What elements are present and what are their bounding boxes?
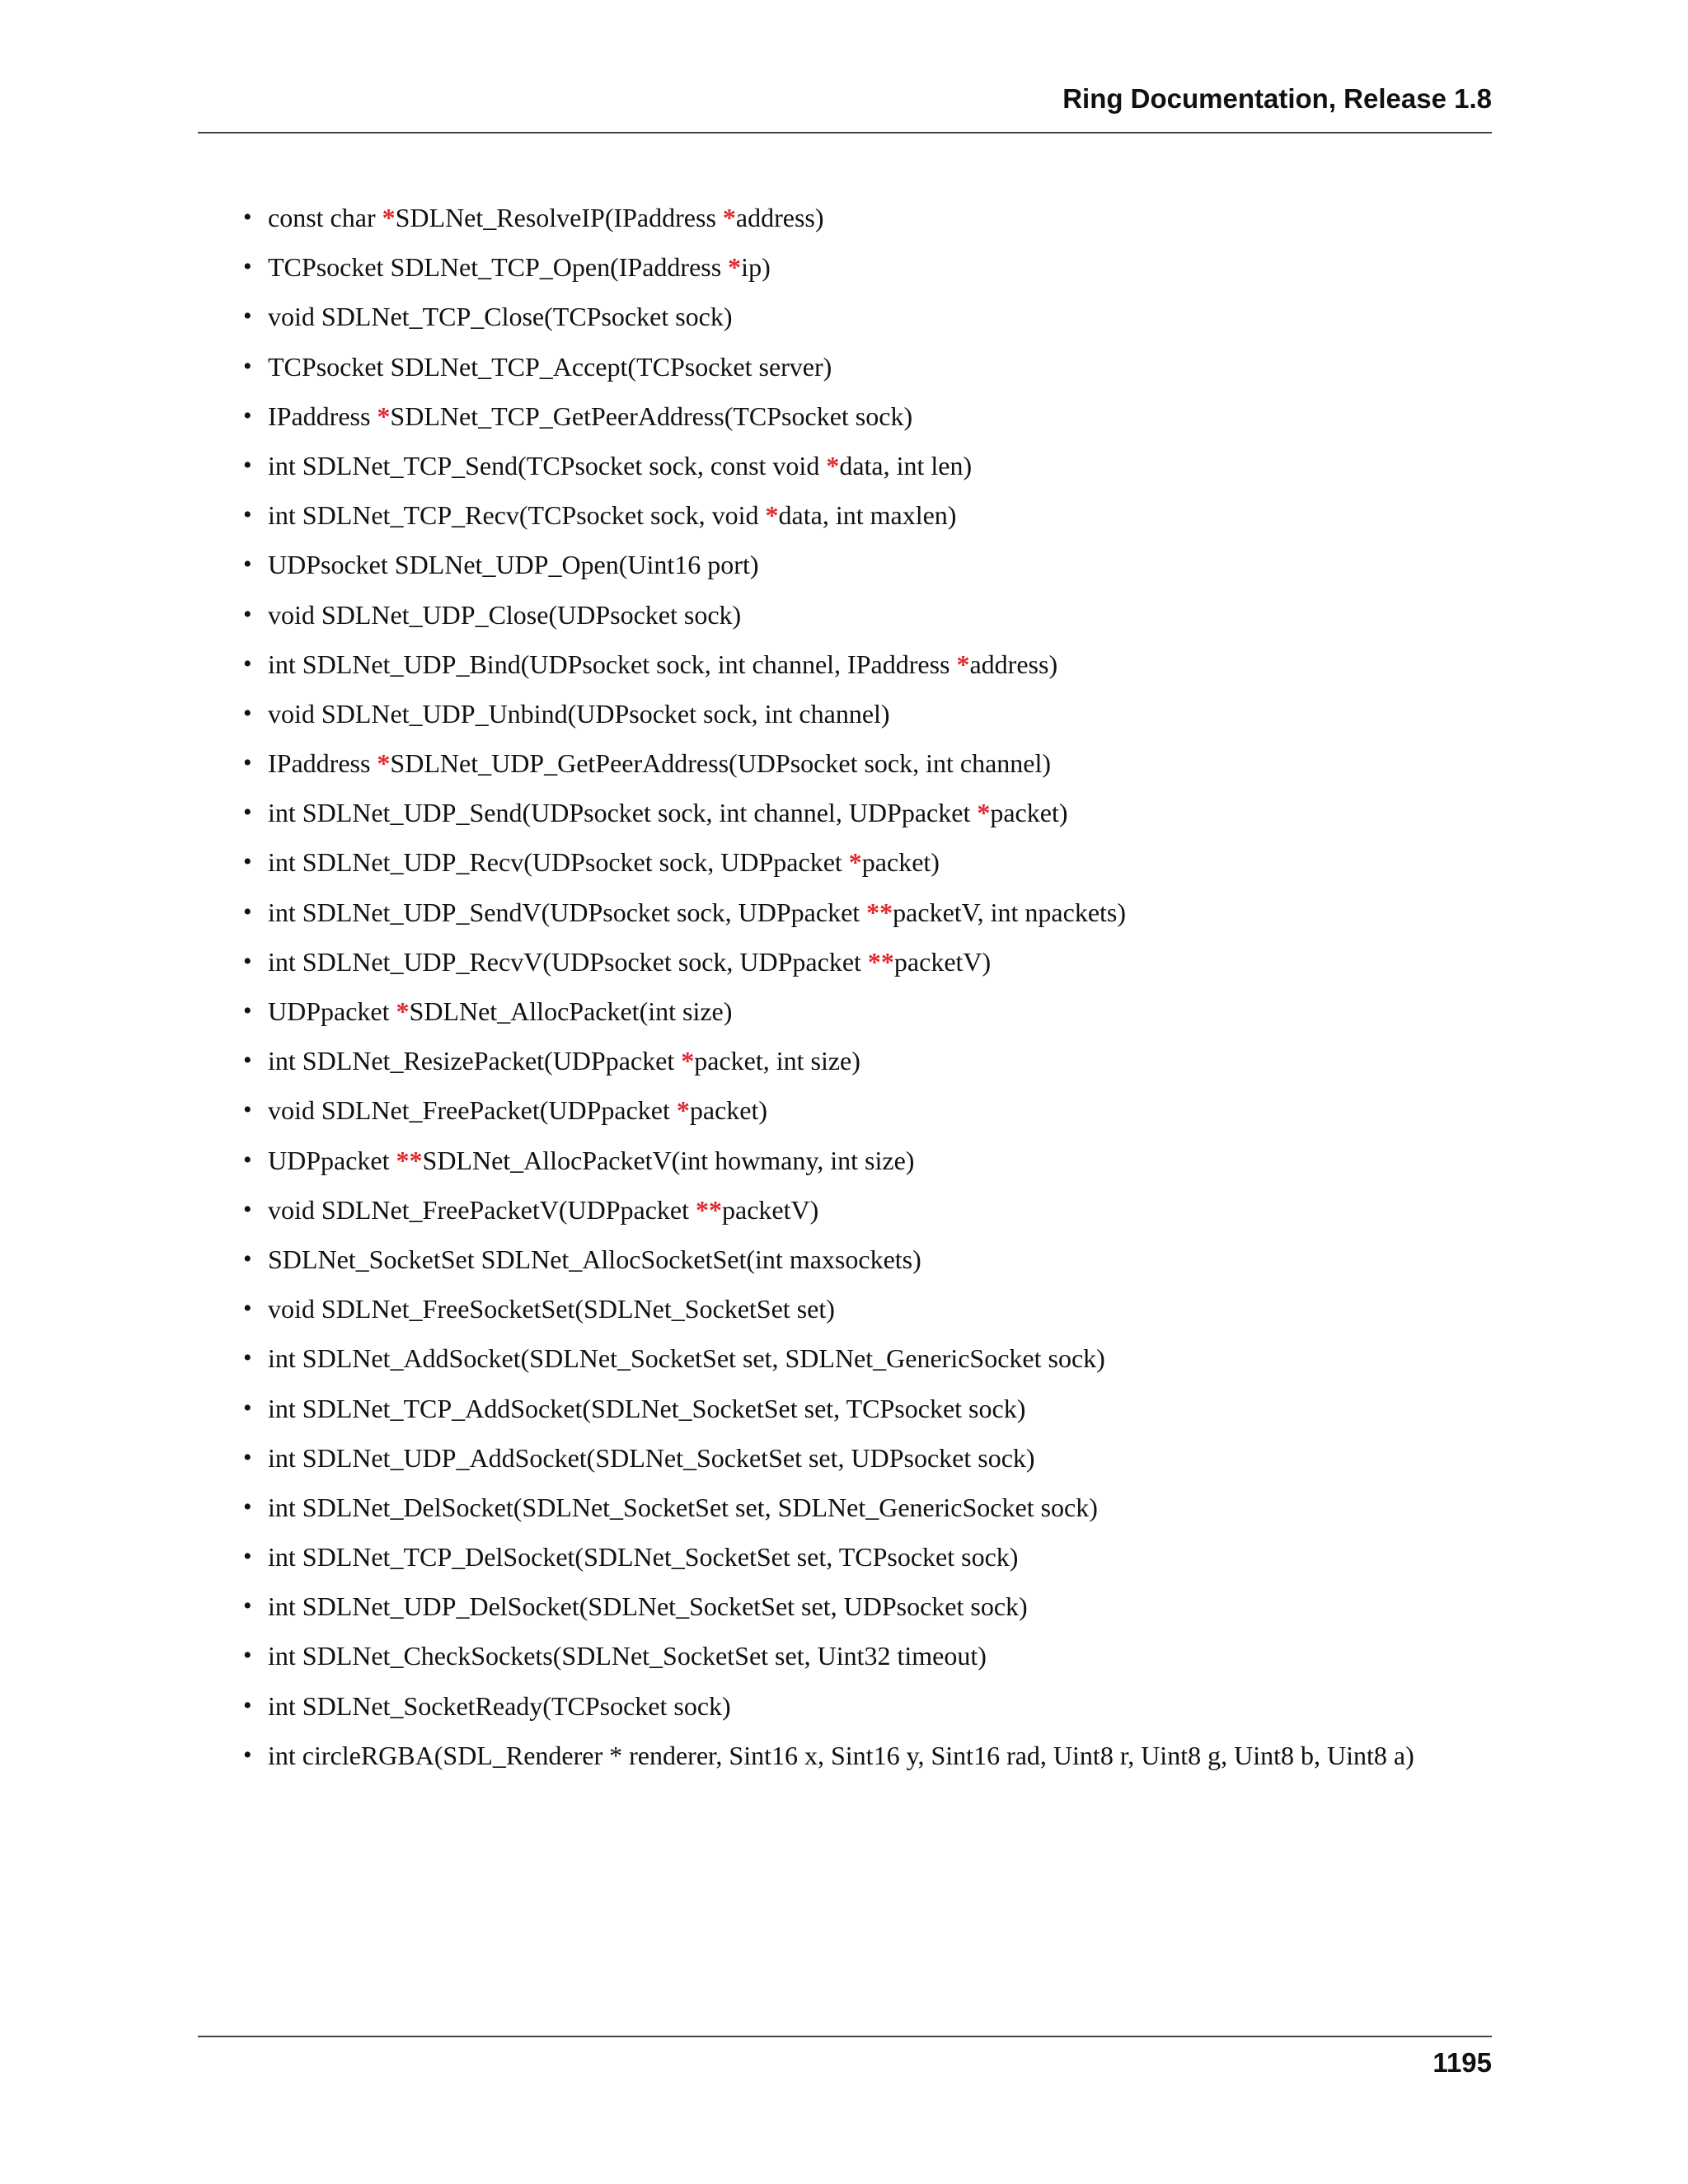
signature-text: SDLNet_ResolveIP(IPaddress [395, 203, 723, 232]
list-item [243, 1289, 1414, 1338]
signature-text: int SDLNet_TCP_DelSocket(SDLNet_SocketSet set, TCPsocket sock) [268, 1542, 1019, 1572]
list-item [243, 1438, 1414, 1488]
signature-text: const char [268, 203, 382, 232]
signature-text: void SDLNet_FreePacketV(UDPpacket [268, 1194, 696, 1225]
bullet-icon: • [243, 600, 252, 628]
pointer-star: ** [867, 946, 894, 977]
pointer-star: * [681, 1046, 695, 1076]
bullet-icon: • [243, 1195, 252, 1223]
bullet-icon: • [243, 1592, 252, 1620]
signature-text: void SDLNet_TCP_Close(TCPsocket sock) [268, 302, 733, 332]
pointer-star: * [396, 996, 410, 1026]
bullet-icon: • [243, 1295, 252, 1323]
list-item [243, 644, 1414, 694]
list-item [243, 1686, 1414, 1736]
signature-text: int SDLNet_UDP_Recv(UDPsocket sock, UDPpacket [268, 847, 849, 878]
bullet-icon: • [243, 1047, 252, 1075]
pointer-star: * [722, 203, 736, 232]
signature-text: data, int len) [839, 450, 973, 480]
signature-text: void SDLNet_FreeSocketSet(SDLNet_SocketSet set) [268, 1294, 835, 1324]
pointer-star: * [848, 847, 862, 878]
page-number: 1195 [1432, 2047, 1492, 2078]
bullet-icon: • [243, 799, 252, 827]
signature-text: void SDLNet_UDP_Unbind(UDPsocket sock, int channel) [268, 698, 890, 729]
list-item [243, 198, 1414, 247]
list-item [243, 1338, 1414, 1388]
bullet-icon: • [243, 947, 252, 975]
signature-text: SDLNet_TCP_GetPeerAddress(TCPsocket sock) [390, 401, 913, 431]
signature-text: address) [735, 203, 824, 232]
list-item [243, 743, 1414, 793]
signature-text: UDPpacket [268, 996, 396, 1026]
document-title: Ring Documentation, Release 1.8 [1062, 83, 1492, 114]
pointer-star: * [728, 252, 742, 283]
signature-text: SDLNet_AllocPacketV(int howmany, int size) [422, 1145, 915, 1175]
list-item [243, 595, 1414, 644]
page-header [198, 83, 1492, 134]
list-item [243, 1488, 1414, 1537]
bullet-icon: • [243, 848, 252, 876]
list-item [243, 247, 1414, 297]
list-item [243, 396, 1414, 446]
bullet-icon: • [243, 451, 252, 479]
signature-text: packet, int size) [694, 1046, 860, 1076]
bullet-icon: • [243, 401, 252, 429]
list-item [243, 545, 1414, 594]
bullet-icon: • [243, 699, 252, 727]
list-item [243, 1041, 1414, 1090]
bullet-icon: • [243, 1642, 252, 1670]
bullet-icon: • [243, 1443, 252, 1471]
list-item [243, 1240, 1414, 1289]
list-item [243, 991, 1414, 1041]
bullet-icon: • [243, 253, 252, 281]
list-item [243, 1586, 1414, 1636]
signature-text: int SDLNet_UDP_RecvV(UDPsocket sock, UDPpacket [268, 946, 868, 977]
bullet-icon: • [243, 997, 252, 1024]
bullet-icon: • [243, 1394, 252, 1422]
signature-text: int SDLNet_UDP_DelSocket(SDLNet_SocketSet set, UDPsocket sock) [268, 1591, 1028, 1622]
signature-text: int SDLNet_TCP_AddSocket(SDLNet_SocketSet set, TCPsocket sock) [268, 1393, 1026, 1423]
list-item [243, 1736, 1414, 1785]
pointer-star: * [377, 401, 391, 431]
signature-text: int SDLNet_SocketReady(TCPsocket sock) [268, 1690, 731, 1721]
bullet-icon: • [243, 749, 252, 777]
bullet-icon: • [243, 1096, 252, 1124]
list-item [243, 1537, 1414, 1586]
bullet-icon: • [243, 1146, 252, 1174]
pointer-star: ** [866, 897, 893, 927]
signature-text: int SDLNet_AddSocket(SDLNet_SocketSet set, SDLNet_GenericSocket sock) [268, 1343, 1105, 1374]
list-item [243, 893, 1414, 942]
bullet-icon: • [243, 302, 252, 330]
signature-text: UDPpacket [268, 1145, 396, 1175]
signature-text: int SDLNet_TCP_Recv(TCPsocket sock, void [268, 500, 766, 531]
signature-text: IPaddress [268, 748, 377, 779]
list-item [243, 793, 1414, 842]
signature-text: packet) [990, 798, 1068, 828]
signature-text: SDLNet_SocketSet SDLNet_AllocSocketSet(int maxsockets) [268, 1244, 921, 1274]
bullet-icon: • [243, 352, 252, 380]
pointer-star: * [676, 1095, 690, 1126]
signature-text: TCPsocket SDLNet_TCP_Accept(TCPsocket server) [268, 351, 832, 382]
signature-text: int SDLNet_UDP_Send(UDPsocket sock, int channel, UDPpacket [268, 798, 978, 828]
pointer-star: ** [396, 1145, 423, 1175]
pointer-star: * [377, 748, 391, 779]
list-item [243, 1190, 1414, 1240]
pointer-star: * [977, 798, 991, 828]
bullet-icon: • [243, 1691, 252, 1719]
signature-text: packetV) [893, 946, 992, 977]
signature-text: data, int maxlen) [778, 500, 957, 531]
signature-text: packetV) [721, 1194, 819, 1225]
list-item [243, 446, 1414, 495]
list-item [243, 842, 1414, 892]
signature-text: UDPsocket SDLNet_UDP_Open(Uint16 port) [268, 550, 759, 580]
bullet-icon: • [243, 551, 252, 579]
bullet-icon: • [243, 501, 252, 529]
list-item [243, 495, 1414, 545]
signature-text: packetV, int npackets) [893, 897, 1127, 927]
signature-text: SDLNet_UDP_GetPeerAddress(UDPsocket sock, int channel) [390, 748, 1052, 779]
signature-text: int SDLNet_DelSocket(SDLNet_SocketSet set, SDLNet_GenericSocket sock) [268, 1492, 1098, 1522]
list-item [243, 1141, 1414, 1190]
signature-text: int SDLNet_ResizePacket(UDPpacket [268, 1046, 682, 1076]
pointer-star: * [826, 450, 840, 480]
signature-text: SDLNet_AllocPacket(int size) [409, 996, 733, 1026]
bullet-icon: • [243, 204, 252, 231]
bullet-icon: • [243, 1244, 252, 1272]
list-item [243, 297, 1414, 346]
signature-text: int SDLNet_UDP_Bind(UDPsocket sock, int channel, IPaddress [268, 649, 957, 679]
signature-text: TCPsocket SDLNet_TCP_Open(IPaddress [268, 252, 729, 283]
signature-text: int SDLNet_UDP_AddSocket(SDLNet_SocketSet set, UDPsocket sock) [268, 1442, 1035, 1473]
bullet-icon: • [243, 649, 252, 677]
signature-text: int SDLNet_TCP_Send(TCPsocket sock, const void [268, 450, 827, 480]
bullet-icon: • [243, 1344, 252, 1372]
bullet-icon: • [243, 1493, 252, 1521]
signature-text: ip) [741, 252, 771, 283]
signature-text: int circleRGBA(SDL_Renderer * renderer, Sint16 x, Sint16 y, Sint16 rad, Uint8 r, Uint8 g, Uint8 b, Uint8 a) [268, 1740, 1414, 1770]
list-item [243, 347, 1414, 396]
bullet-icon: • [243, 1543, 252, 1571]
bullet-icon: • [243, 1741, 252, 1769]
function-list [243, 198, 1414, 1785]
pointer-star: * [765, 500, 779, 531]
signature-text: int SDLNet_CheckSockets(SDLNet_SocketSet set, Uint32 timeout) [268, 1641, 987, 1671]
signature-text: void SDLNet_UDP_Close(UDPsocket sock) [268, 599, 742, 630]
signature-text: packet) [861, 847, 940, 878]
signature-text: int SDLNet_UDP_SendV(UDPsocket sock, UDPpacket [268, 897, 867, 927]
signature-text: packet) [689, 1095, 768, 1126]
list-item [243, 1389, 1414, 1438]
page-footer [198, 2036, 1492, 2083]
signature-text: IPaddress [268, 401, 377, 431]
list-item [243, 1636, 1414, 1685]
signature-text: address) [969, 649, 1058, 679]
pointer-star: * [956, 649, 970, 679]
pointer-star: ** [695, 1194, 722, 1225]
list-item [243, 694, 1414, 743]
list-item [243, 942, 1414, 991]
pointer-star: * [382, 203, 396, 232]
bullet-icon: • [243, 898, 252, 926]
signature-text: void SDLNet_FreePacket(UDPpacket [268, 1095, 677, 1126]
list-item [243, 1090, 1414, 1140]
